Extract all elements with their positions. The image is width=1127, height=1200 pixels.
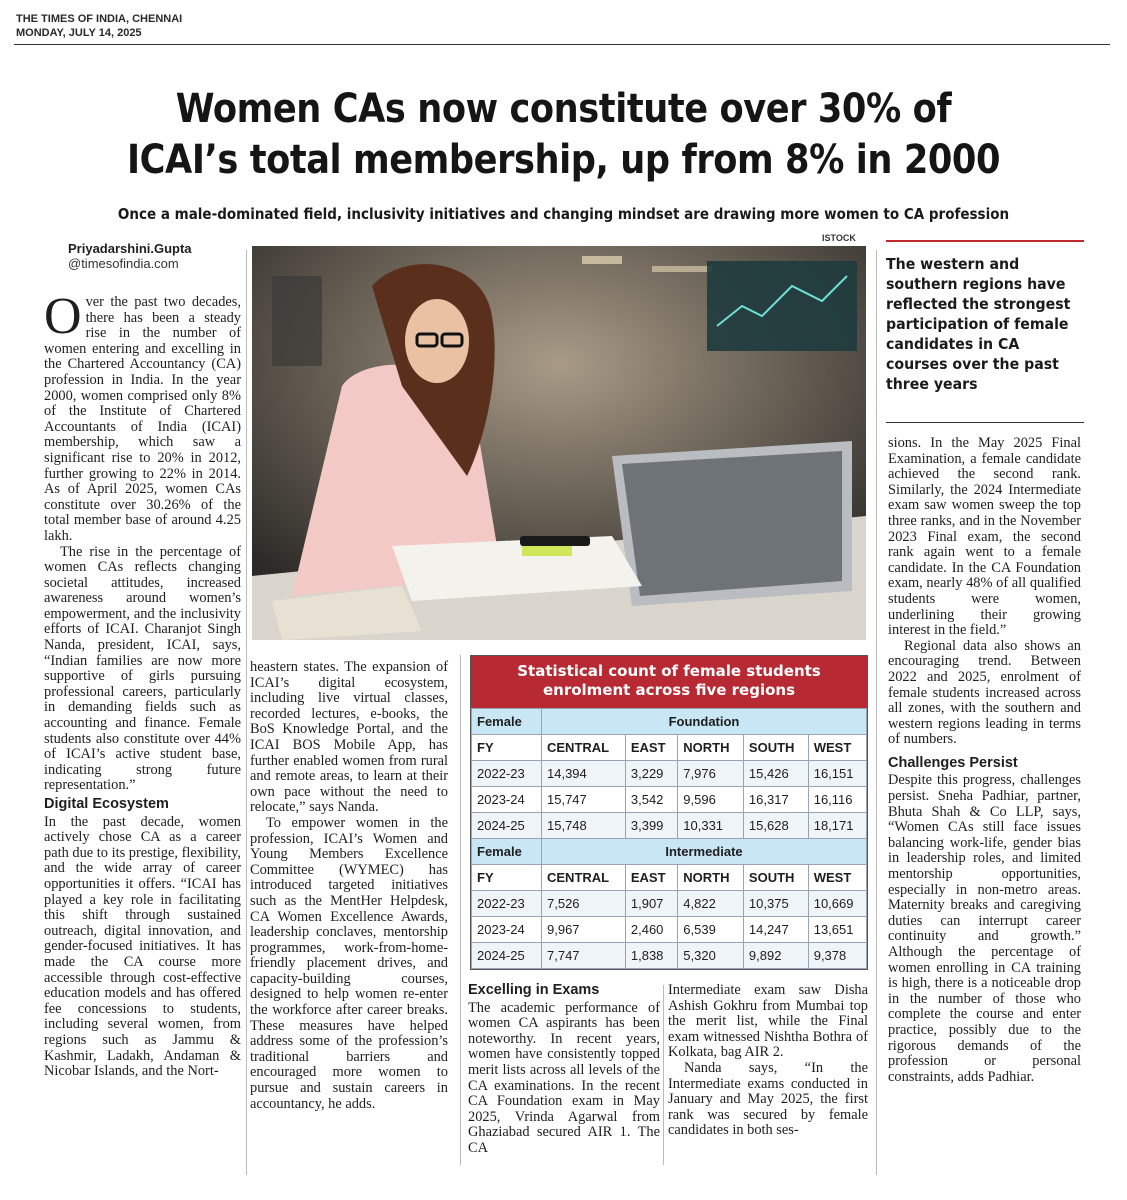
byline bbox=[68, 241, 192, 271]
paper-name: THE TIMES OF INDIA, CHENNAI bbox=[16, 13, 183, 25]
region-header: SOUTH bbox=[743, 735, 808, 761]
value-cell: 7,526 bbox=[542, 891, 626, 917]
region-header: CENTRAL bbox=[542, 735, 626, 761]
statistics-table bbox=[471, 708, 867, 969]
paragraph: Nanda says, “In the Intermediate exams conducted in January and May 2025, the first rank was secured by female candidates in both ses- bbox=[668, 1059, 868, 1139]
article-column-2 bbox=[250, 660, 448, 1112]
region-header: SOUTH bbox=[743, 865, 808, 891]
section-label: Intermediate bbox=[542, 839, 867, 865]
value-cell: 5,320 bbox=[678, 943, 744, 969]
issue-date: MONDAY, JULY 14, 2025 bbox=[16, 27, 142, 39]
value-cell: 4,822 bbox=[678, 891, 744, 917]
value-cell: 14,394 bbox=[542, 761, 626, 787]
author-name: Priyadarshini.Gupta bbox=[68, 241, 192, 256]
band-label: Female bbox=[472, 839, 542, 865]
region-header: CENTRAL bbox=[542, 865, 626, 891]
region-header: WEST bbox=[808, 865, 866, 891]
table-row bbox=[472, 761, 867, 787]
value-cell: 9,892 bbox=[743, 943, 808, 969]
value-cell: 2,460 bbox=[625, 917, 677, 943]
value-cell: 15,748 bbox=[542, 813, 626, 839]
value-cell: 3,229 bbox=[625, 761, 677, 787]
article-column-4 bbox=[668, 983, 868, 1139]
value-cell: 15,628 bbox=[743, 813, 808, 839]
region-header: WEST bbox=[808, 735, 866, 761]
value-cell: 16,116 bbox=[808, 787, 866, 813]
column-rule bbox=[876, 250, 877, 1175]
table-title-line-1: Statistical count of female students bbox=[517, 662, 821, 680]
top-rule bbox=[14, 44, 1110, 45]
fy-header: FY bbox=[472, 865, 542, 891]
value-cell: 9,378 bbox=[808, 943, 866, 969]
article-column-1 bbox=[44, 288, 241, 1080]
headline-line-1: Women CAs now constitute over 30% of bbox=[175, 86, 952, 132]
value-cell: 3,542 bbox=[625, 787, 677, 813]
table-title-line-2: enrolment across five regions bbox=[542, 681, 796, 699]
value-cell: 6,539 bbox=[678, 917, 744, 943]
paragraph: Despite this progress, challenges persist. Sneha Padhiar, partner, Bhuta Shah & Co LLP, says, “Women CAs still face issues balancing work-life, gender bias in leadership roles, and limited mentorship opportunities, especially in non-metro areas. Maternity breaks and caregiving duties can interrupt career continuity and growth.” Although the percentage of women enrolling in CA training is high, there is a noticeable drop in the number of those who complete the course and enter practice, possibly due to the rigorous demands of the profession or personal constraints, adds Padhiar. bbox=[888, 772, 1081, 1085]
paragraph: The rise in the percentage of women CAs reflects changing societal attitudes, increased awareness around women’s empowerment, and the inclusivity efforts of ICAI. Charanjot Singh Nanda, president, ICAI, says, “Indian families are now more supportive of girls pursuing professional careers, particularly in demanding fields such as accounting and finance. Female students also constitute over 44% of ICAI’s active student base, indicating strong future representation.” bbox=[44, 543, 241, 794]
value-cell: 18,171 bbox=[808, 813, 866, 839]
value-cell: 10,375 bbox=[743, 891, 808, 917]
value-cell: 7,976 bbox=[678, 761, 744, 787]
paragraph: To empower women in the profession, ICAI’s Women and Young Members Excellence Committee (WYMEC) has introduced targeted initiatives such as the MentHer Helpdesk, CA Women Excellence Awards, leadership conclaves, mentorship programmes, work-from-home-friendly placement drives, and capacity-building courses, designed to help women re-enter the workforce after career breaks. These measures have helped address some of the profession’s traditional barriers and encouraged more women to pursue and sustain careers in accountancy, he adds. bbox=[250, 814, 448, 1112]
value-cell: 15,747 bbox=[542, 787, 626, 813]
value-cell: 15,426 bbox=[743, 761, 808, 787]
table-row bbox=[472, 787, 867, 813]
table-row bbox=[472, 943, 867, 969]
value-cell: 16,317 bbox=[743, 787, 808, 813]
column-rule bbox=[663, 985, 664, 1165]
subheadline: Once a male-dominated field, inclusivity initiatives and changing mindset are drawing more women to CA profession bbox=[117, 205, 1010, 223]
value-cell: 10,669 bbox=[808, 891, 866, 917]
section-heading: Digital Ecosystem bbox=[44, 796, 169, 812]
value-cell: 7,747 bbox=[542, 943, 626, 969]
pull-quote-text: The western and southern regions have reflected the strongest participation of female candidates in CA courses over the past three years bbox=[886, 255, 1071, 393]
value-cell: 13,651 bbox=[808, 917, 866, 943]
table-header-row bbox=[472, 735, 867, 761]
value-cell: 9,596 bbox=[678, 787, 744, 813]
section-label: Foundation bbox=[542, 709, 867, 735]
drop-cap: O bbox=[44, 288, 82, 345]
region-header: NORTH bbox=[678, 735, 744, 761]
paragraph: ver the past two decades, there has been a steady rise in the number of women entering and excelling in the Chartered Accountancy (CA) profession in India. In the year 2000, women comprised only 8% of the Institute of Chartered Accountants of India (ICAI) membership, which saw a significant rise to 20% in 2012, further growing to 22% in 2014. As of April 2025, women CAs constitute over 30.26% of the total member base of around 4.25 lakh. bbox=[44, 294, 241, 544]
table-header-row bbox=[472, 865, 867, 891]
value-cell: 1,907 bbox=[625, 891, 677, 917]
paragraph: heastern states. The expansion of ICAI’s digital ecosystem, including live virtual classes, recorded lectures, e-books, the BoS Knowledge Portal, and the ICAI BOS Mobile App, has further enabled women from rural and remote areas, to learn at their own pace without the need to relocate,” says Nanda. bbox=[250, 659, 448, 816]
table-row bbox=[472, 891, 867, 917]
table-row bbox=[472, 917, 867, 943]
article-column-3 bbox=[468, 983, 660, 1157]
section-heading: Excelling in Exams bbox=[468, 982, 600, 998]
value-cell: 16,151 bbox=[808, 761, 866, 787]
fy-cell: 2022-23 bbox=[472, 761, 542, 787]
fy-cell: 2023-24 bbox=[472, 787, 542, 813]
enrolment-table bbox=[470, 655, 868, 970]
paragraph: Regional data also shows an encouraging trend. Between 2022 and 2025, enrolment of female students increased across all zones, with the southern and western regions leading in terms of numbers. bbox=[888, 637, 1081, 748]
pull-quote bbox=[886, 240, 1084, 394]
article-photo bbox=[252, 246, 866, 640]
paragraph: The academic performance of women CA aspirants has been noteworthy. In recent years, women have consistently topped merit lists across all levels of the CA examinations. In the recent CA Foundation exam in May 2025, Vrinda Agarwal from Ghaziabad secured AIR 1. The CA bbox=[468, 999, 660, 1156]
value-cell: 10,331 bbox=[678, 813, 744, 839]
region-header: NORTH bbox=[678, 865, 744, 891]
fy-header: FY bbox=[472, 735, 542, 761]
paragraph: sions. In the May 2025 Final Examination, a female candidate achieved the second rank. Similarly, the 2024 Intermediate exam saw women sweep the top three ranks, and in the November 2023 Final exam, the second rank again went to a female candidate. In the CA Foundation exam, nearly 48% of all qualified students were women, underlining their growing interest in the field.” bbox=[888, 435, 1081, 639]
article-column-5 bbox=[888, 436, 1081, 1085]
woman-studying-illustration bbox=[252, 246, 866, 640]
value-cell: 9,967 bbox=[542, 917, 626, 943]
table-band-row bbox=[472, 709, 867, 735]
table-row bbox=[472, 813, 867, 839]
masthead bbox=[16, 12, 182, 40]
fy-cell: 2022-23 bbox=[472, 891, 542, 917]
column-rule bbox=[460, 655, 461, 1165]
section-heading: Challenges Persist bbox=[888, 754, 1018, 771]
band-label: Female bbox=[472, 709, 542, 735]
paragraph: Intermediate exam saw Disha Ashish Gokhru from Mumbai top the merit list, while the Final exam witnessed Nishtha Bothra of Kolkata, bag AIR 2. bbox=[668, 982, 868, 1061]
photo-credit: ISTOCK bbox=[822, 233, 856, 243]
region-header: EAST bbox=[625, 865, 677, 891]
headline-line-2: ICAI’s total membership, up from 8% in 2000 bbox=[126, 137, 1001, 183]
table-band-row bbox=[472, 839, 867, 865]
paragraph: In the past decade, women actively chose CA as a career path due to its prestige, flexibility, and the wide array of career opportunities it offers. “ICAI has played a key role in facilitating this shift through sustained outreach, digital innovation, and gender-focused initiatives. It has made the CA course more accessible through cost-effective education models and has offered fee concessions to students, including several women, from regions such as Jammu & Kashmir, Ladakh, Andaman & Nicobar Islands, and the Nort- bbox=[44, 813, 241, 1080]
fy-cell: 2023-24 bbox=[472, 917, 542, 943]
headline bbox=[68, 84, 1060, 186]
fy-cell: 2024-25 bbox=[472, 813, 542, 839]
value-cell: 1,838 bbox=[625, 943, 677, 969]
pull-quote-rule bbox=[886, 422, 1084, 423]
fy-cell: 2024-25 bbox=[472, 943, 542, 969]
value-cell: 14,247 bbox=[743, 917, 808, 943]
author-handle: @timesofindia.com bbox=[68, 256, 179, 271]
value-cell: 3,399 bbox=[625, 813, 677, 839]
table-title bbox=[471, 656, 867, 708]
column-rule bbox=[246, 250, 247, 1175]
region-header: EAST bbox=[625, 735, 677, 761]
